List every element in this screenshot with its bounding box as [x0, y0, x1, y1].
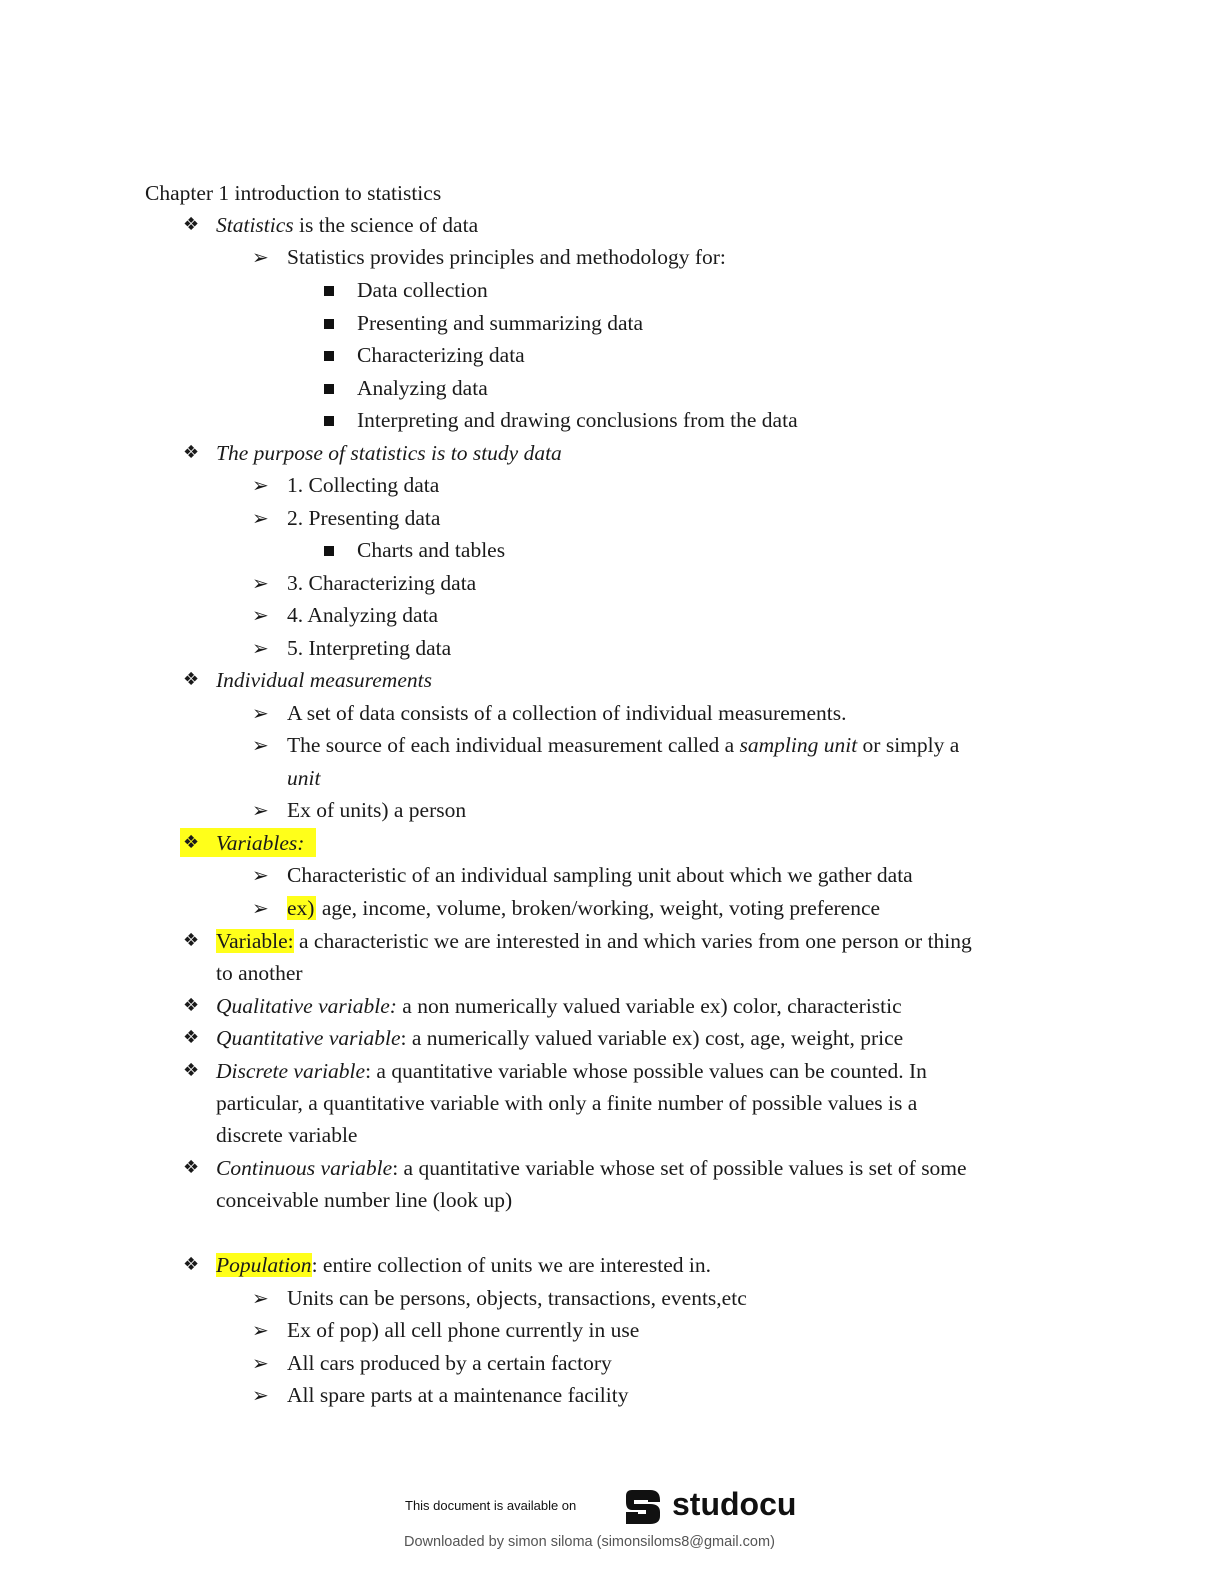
- sampling-unit-note-cont: unit: [287, 766, 321, 790]
- quantitative-definition: Quantitative variable: a numerically valued variable ex) cost, age, weight, price: [216, 1026, 904, 1050]
- variables-heading: Variables:: [216, 831, 305, 855]
- chapter-title: Chapter 1 introduction to statistics: [145, 181, 442, 205]
- arrowhead-bullet-icon: ➢: [252, 896, 269, 920]
- diamond-bullet-icon: ❖: [183, 930, 200, 951]
- arrowhead-bullet-icon: ➢: [252, 701, 269, 725]
- arrowhead-bullet-icon: ➢: [252, 1286, 269, 1310]
- diamond-bullet-icon: ❖: [183, 1157, 200, 1178]
- arrowhead-bullet-icon: ➢: [252, 473, 269, 497]
- sampling-unit-note: The source of each individual measurement called a sampling unit or simply a: [287, 733, 960, 757]
- population-item: All cars produced by a certain factory: [287, 1351, 612, 1375]
- step-item: 5. Interpreting data: [287, 636, 452, 660]
- diamond-bullet-icon: ❖: [183, 1254, 200, 1275]
- arrowhead-bullet-icon: ➢: [252, 798, 269, 822]
- arrowhead-bullet-icon: ➢: [252, 1351, 269, 1375]
- statistics-definition: Statistics is the science of data: [216, 213, 479, 237]
- diamond-bullet-icon: ❖: [183, 214, 200, 235]
- list-item: Presenting and summarizing data: [357, 311, 643, 335]
- arrowhead-bullet-icon: ➢: [252, 506, 269, 530]
- variable-definition: Variable: a characteristic we are interested in and which varies from one person or thing: [216, 929, 972, 953]
- square-bullet-icon: [324, 286, 334, 296]
- population-definition: Population: entire collection of units we are interested in.: [216, 1253, 711, 1277]
- square-bullet-icon: [324, 351, 334, 361]
- qualitative-definition: Qualitative variable: a non numerically valued variable ex) color, characteristic: [216, 994, 902, 1018]
- step-item: 2. Presenting data: [287, 506, 441, 530]
- discrete-definition-cont: particular, a quantitative variable with only a finite number of possible values is a: [216, 1091, 918, 1115]
- diamond-bullet-icon: ❖: [183, 995, 200, 1016]
- square-bullet-icon: [324, 546, 334, 556]
- arrowhead-bullet-icon: ➢: [252, 571, 269, 595]
- diamond-bullet-icon: ❖: [183, 1027, 200, 1048]
- list-item: Charts and tables: [357, 538, 506, 562]
- measurements-heading: Individual measurements: [216, 668, 432, 692]
- purpose-heading: The purpose of statistics is to study data: [216, 441, 562, 465]
- variable-definition-cont: to another: [216, 961, 303, 985]
- studocu-brand[interactable]: studocu: [672, 1486, 797, 1522]
- studocu-logo-icon: [620, 1482, 666, 1528]
- step-item: 4. Analyzing data: [287, 603, 439, 627]
- list-item: Characterizing data: [357, 343, 525, 367]
- list-item: Analyzing data: [357, 376, 488, 400]
- unit-example: Ex of units) a person: [287, 798, 467, 822]
- population-item: All spare parts at a maintenance facility: [287, 1383, 629, 1407]
- list-item: Interpreting and drawing conclusions from the data: [357, 408, 798, 432]
- diamond-bullet-icon: ❖: [183, 1060, 200, 1081]
- arrowhead-bullet-icon: ➢: [252, 733, 269, 757]
- step-item: 3. Characterizing data: [287, 571, 477, 595]
- population-item: Units can be persons, objects, transactions, events,etc: [287, 1286, 747, 1310]
- discrete-definition-cont: discrete variable: [216, 1123, 358, 1147]
- availability-note: This document is available on: [405, 1498, 577, 1513]
- arrowhead-bullet-icon: ➢: [252, 1383, 269, 1407]
- download-attribution: Downloaded by simon siloma (simonsiloms8@gmail.com): [404, 1534, 775, 1550]
- variables-examples: ex) age, income, volume, broken/working, weight, voting preference: [287, 896, 881, 920]
- step-item: 1. Collecting data: [287, 473, 440, 497]
- diamond-bullet-icon: ❖: [183, 832, 200, 853]
- continuous-definition-cont: conceivable number line (look up): [216, 1188, 513, 1212]
- diamond-bullet-icon: ❖: [183, 442, 200, 463]
- square-bullet-icon: [324, 416, 334, 426]
- population-item: Ex of pop) all cell phone currently in use: [287, 1318, 640, 1342]
- arrowhead-bullet-icon: ➢: [252, 245, 269, 269]
- variables-description: Characteristic of an individual sampling unit about which we gather data: [287, 863, 913, 887]
- arrowhead-bullet-icon: ➢: [252, 1318, 269, 1342]
- square-bullet-icon: [324, 384, 334, 394]
- arrowhead-bullet-icon: ➢: [252, 636, 269, 660]
- square-bullet-icon: [324, 319, 334, 329]
- arrowhead-bullet-icon: ➢: [252, 863, 269, 887]
- diamond-bullet-icon: ❖: [183, 669, 200, 690]
- discrete-definition: Discrete variable: a quantitative variable whose possible values can be counted. In: [216, 1059, 927, 1083]
- principles-intro: Statistics provides principles and methodology for:: [287, 245, 726, 269]
- arrowhead-bullet-icon: ➢: [252, 603, 269, 627]
- measurement-note: A set of data consists of a collection of individual measurements.: [287, 701, 847, 725]
- list-item: Data collection: [357, 278, 488, 302]
- continuous-definition: Continuous variable: a quantitative variable whose set of possible values is set of some: [216, 1156, 967, 1180]
